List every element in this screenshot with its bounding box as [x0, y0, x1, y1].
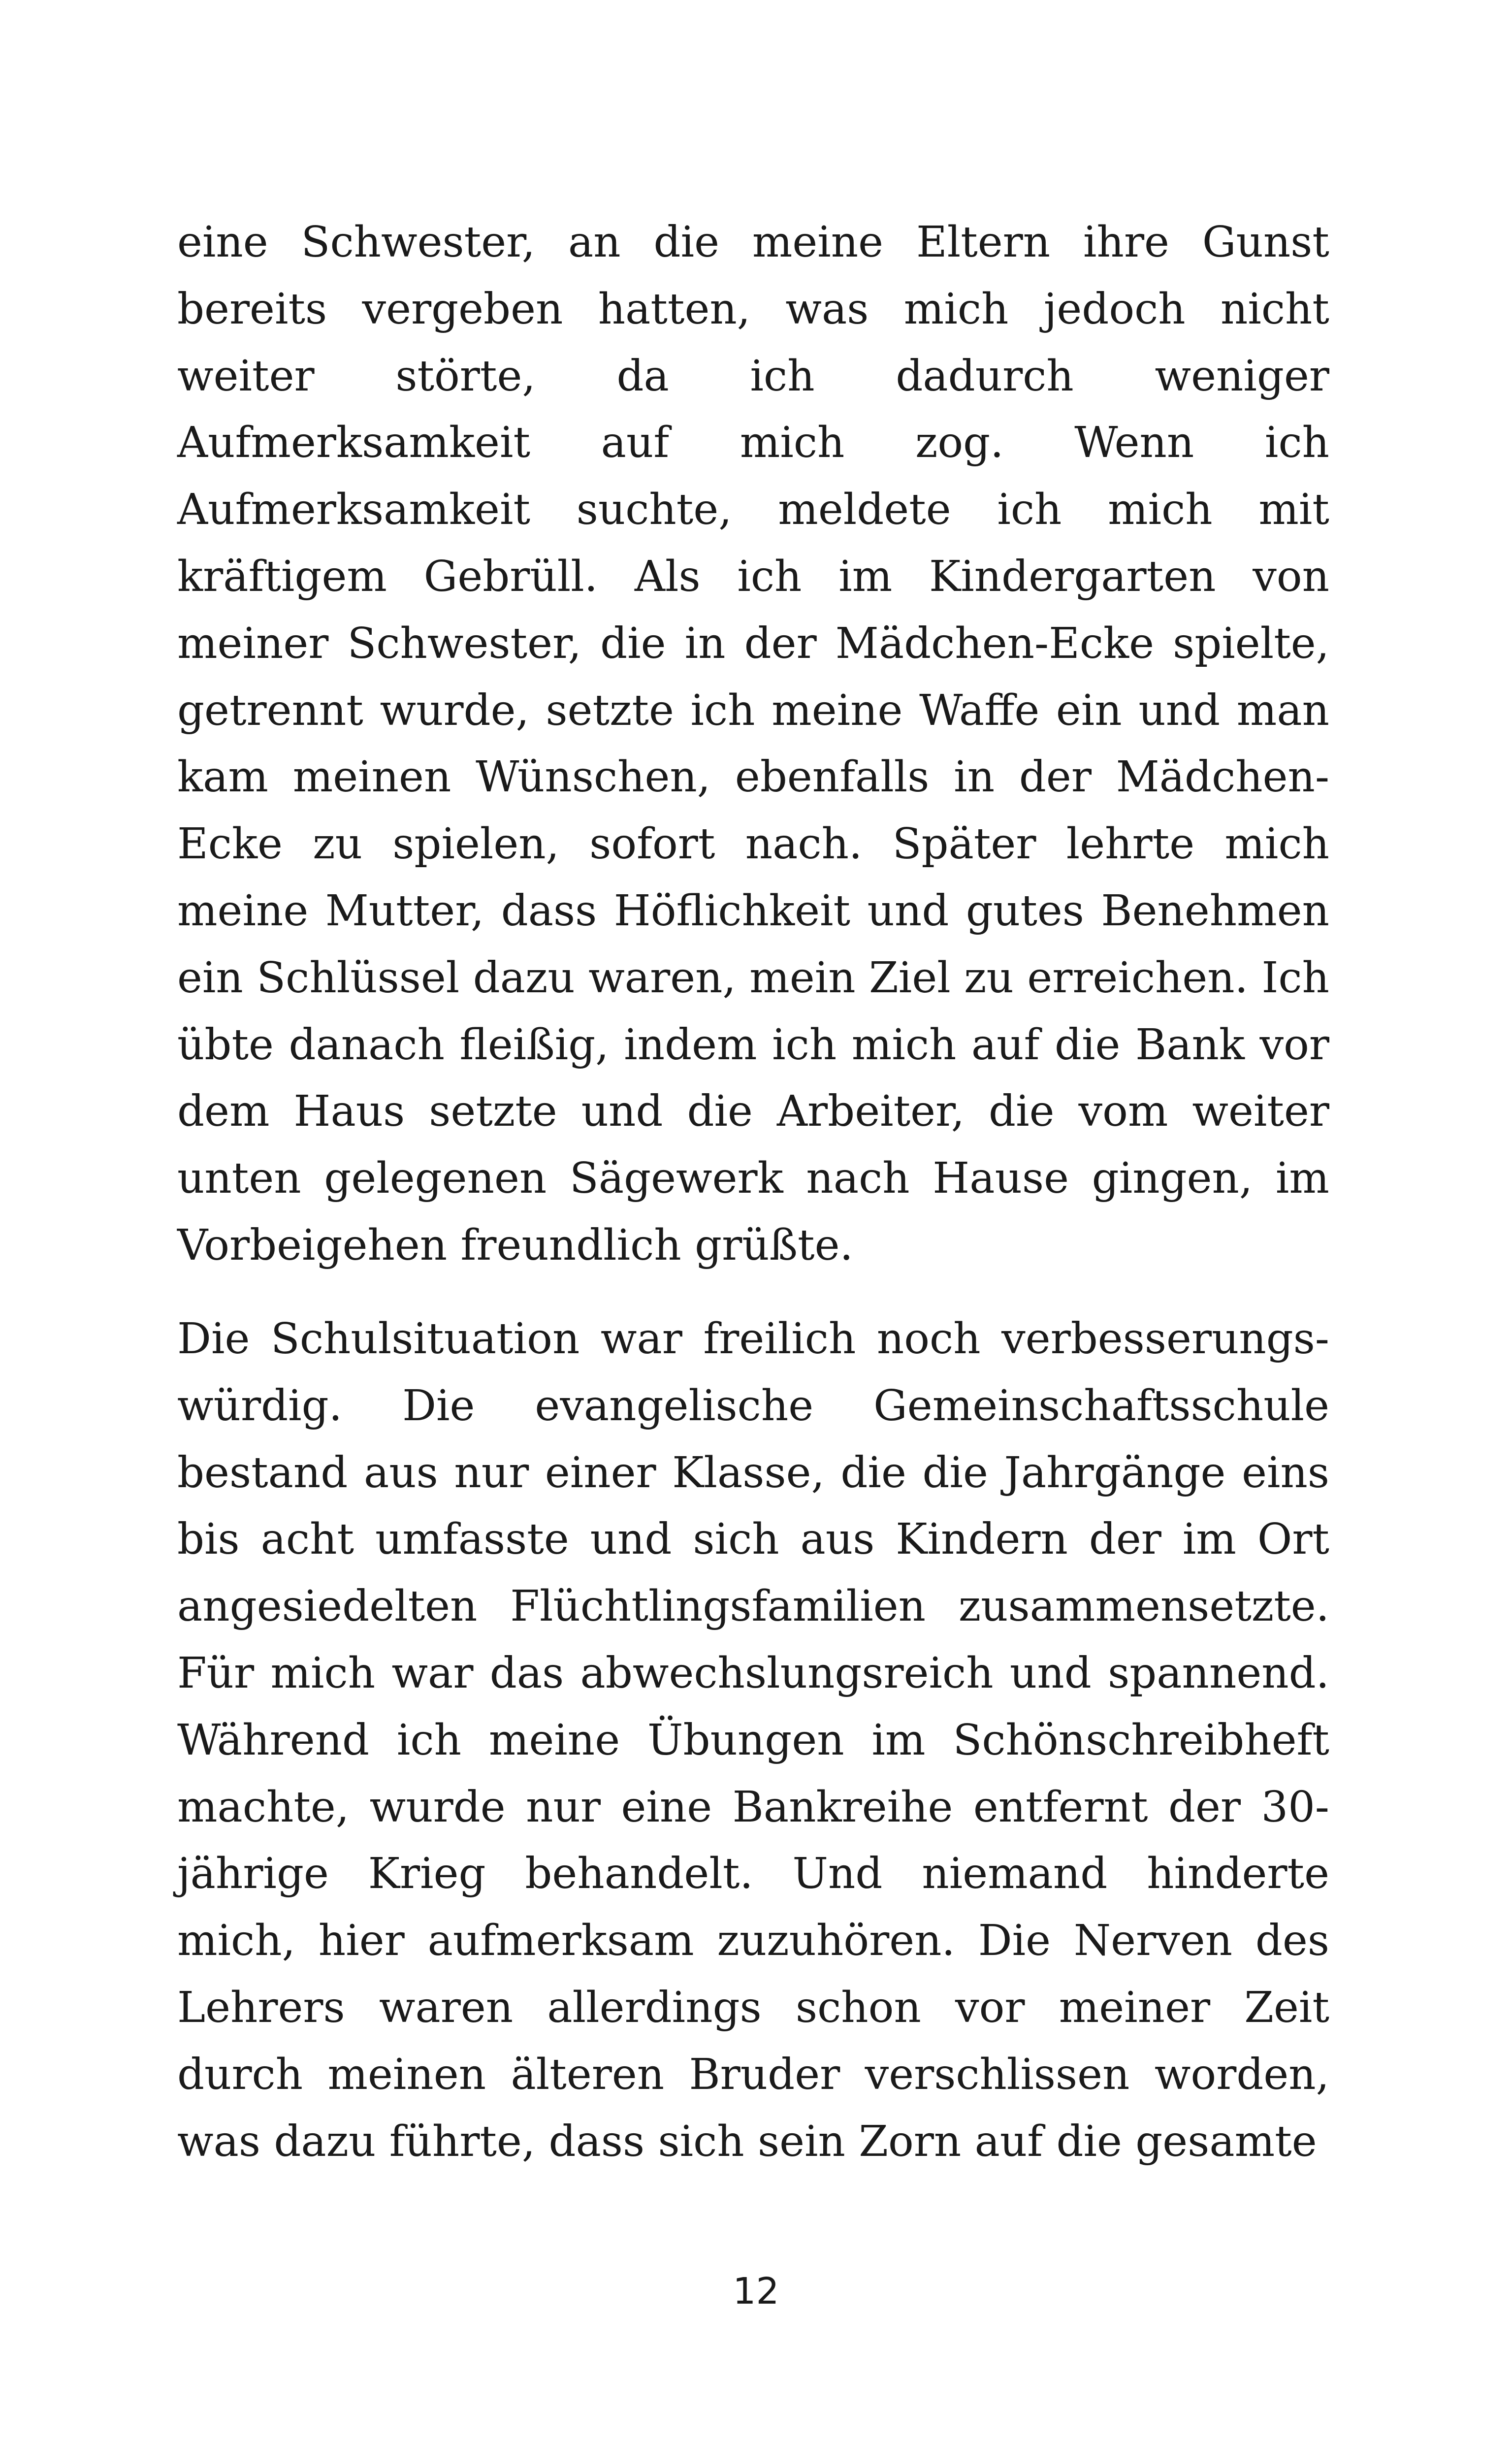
text-line: mich, hier aufmerksam zuzuhören. Die Nerven des: [177, 1916, 1329, 1966]
text-line: weiter störte, da ich dadurch weniger: [177, 351, 1329, 401]
text-line: unten gelegenen Sägewerk nach Hause gingen, im: [177, 1154, 1329, 1204]
text-line: angesiedelten Flüchtlingsfamilien zusammensetzte.: [177, 1582, 1329, 1631]
text-line: bis acht umfasste und sich aus Kindern der im Ort: [177, 1515, 1329, 1564]
text-line: Während ich meine Übungen im Schönschreibheft: [177, 1715, 1329, 1765]
text-line: getrennt wurde, setzte ich meine Waffe ein und man: [177, 685, 1329, 735]
text-line: Aufmerksamkeit suchte, meldete ich mich mit: [177, 485, 1329, 535]
text-line: jährige Krieg behandelt. Und niemand hinderte: [177, 1849, 1329, 1899]
text-line: bereits vergeben hatten, was mich jedoch nicht: [177, 284, 1329, 334]
paragraph-1: [177, 209, 1329, 1279]
paragraph-2: [177, 1306, 1329, 2175]
text-line: durch meinen älteren Bruder verschlissen worden,: [177, 2050, 1329, 2099]
text-line: Die Schulsituation war freilich noch verbesserungs-: [177, 1314, 1329, 1364]
text-line: würdig. Die evangelische Gemeinschaftsschule: [177, 1381, 1329, 1431]
page-number: 12: [733, 2270, 779, 2313]
text-line: meine Mutter, dass Höflichkeit und gutes Benehmen: [177, 886, 1329, 936]
text-line: Für mich war das abwechslungsreich und spannend.: [177, 1648, 1329, 1698]
text-line: Lehrers waren allerdings schon vor meiner Zeit: [177, 1983, 1329, 2032]
text-line: meiner Schwester, die in der Mädchen-Ecke spielte,: [177, 619, 1329, 668]
text-line: bestand aus nur einer Klasse, die die Jahrgänge eins: [177, 1448, 1329, 1498]
text-line: ein Schlüssel dazu waren, mein Ziel zu erreichen. Ich: [177, 953, 1329, 1003]
text-line: eine Schwester, an die meine Eltern ihre Gunst: [177, 218, 1329, 267]
text-line: übte danach fleißig, indem ich mich auf die Bank vor: [177, 1020, 1329, 1070]
text-line: Vorbeigehen freundlich grüßte.: [177, 1220, 853, 1270]
text-line: Aufmerksamkeit auf mich zog. Wenn ich: [177, 418, 1329, 468]
text-line: kam meinen Wünschen, ebenfalls in der Mädchen-: [177, 752, 1329, 802]
text-line: was dazu führte, dass sich sein Zorn auf die gesamte: [177, 2117, 1317, 2166]
text-line: dem Haus setzte und die Arbeiter, die vom weiter: [177, 1087, 1329, 1137]
text-line: kräftigem Gebrüll. Als ich im Kindergarten von: [177, 552, 1329, 601]
text-line: Ecke zu spielen, sofort nach. Später lehrte mich: [177, 819, 1329, 869]
text-line: machte, wurde nur eine Bankreihe entfernt der 30-: [177, 1782, 1329, 1832]
